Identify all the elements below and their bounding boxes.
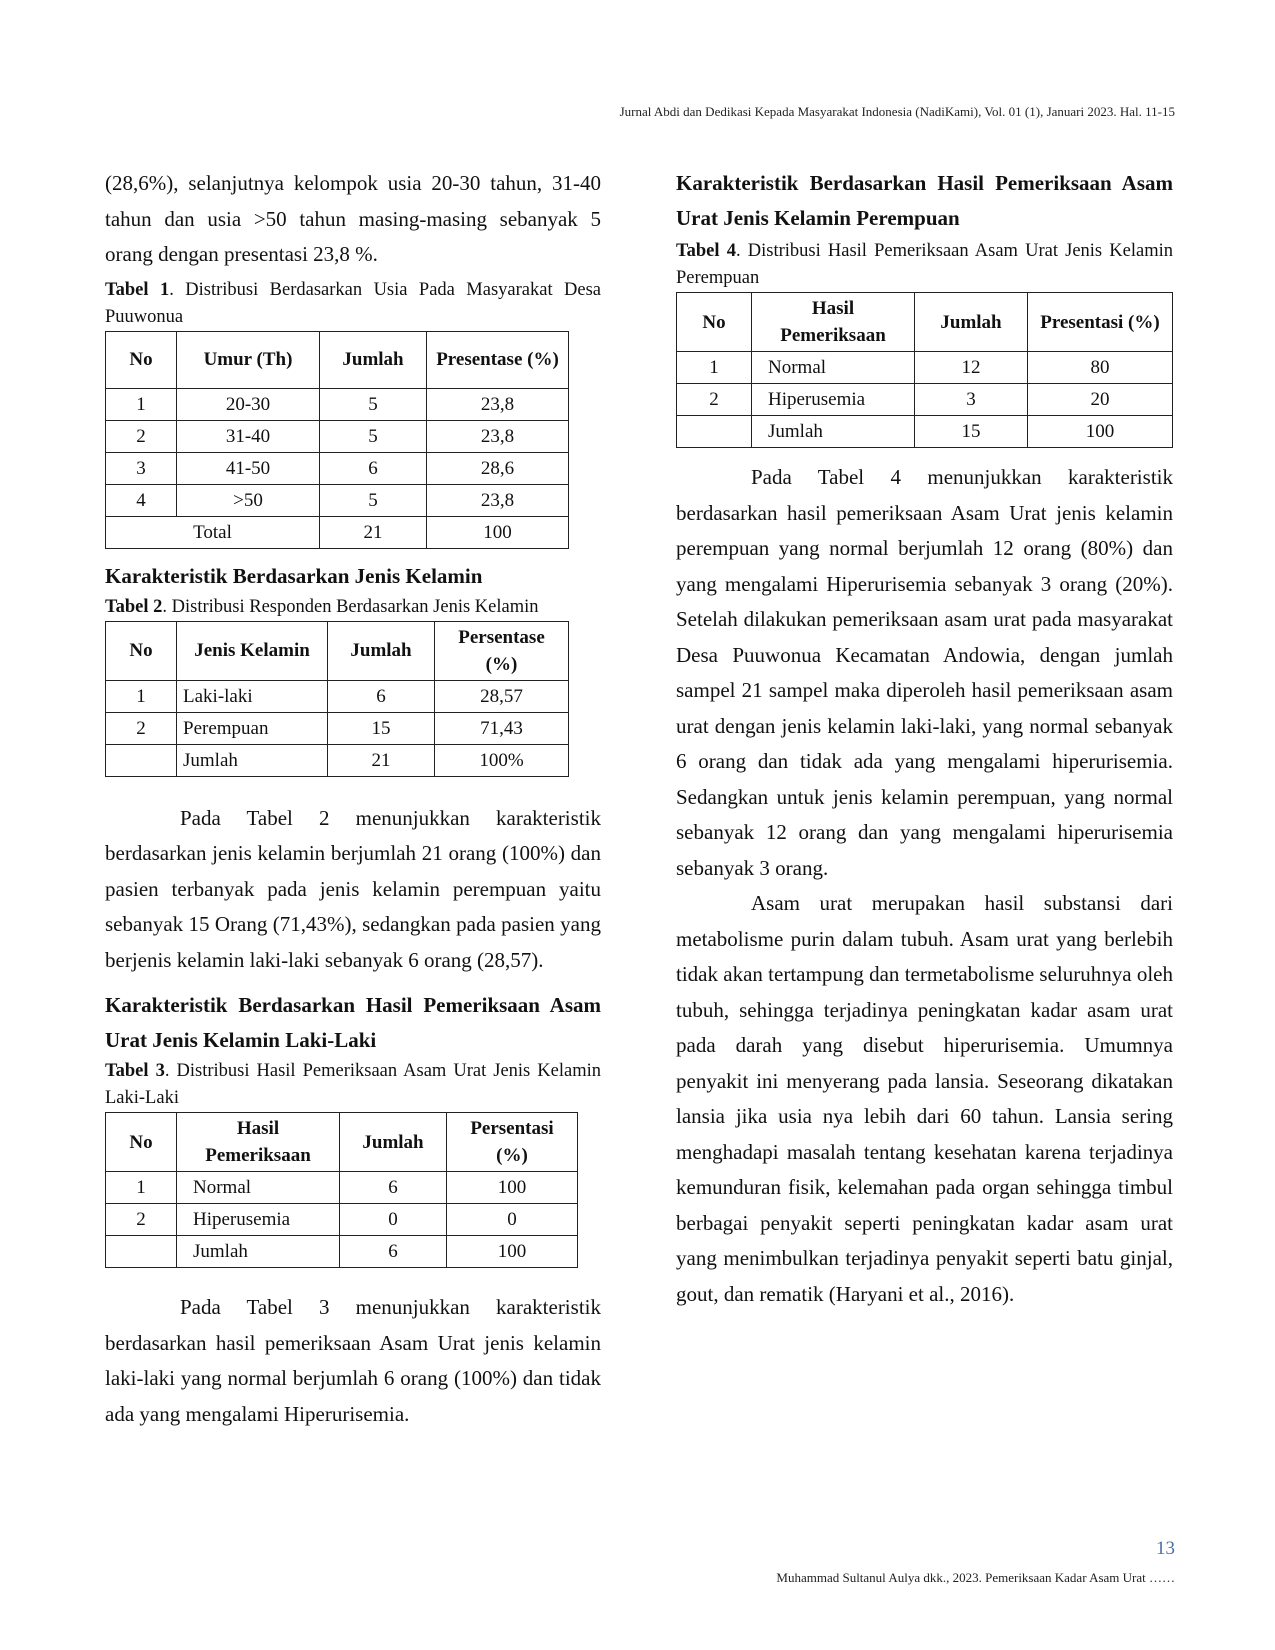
table-total-row xyxy=(106,516,569,548)
table-cell: Jumlah xyxy=(177,1236,340,1268)
paragraph-table-2: Pada Tabel 2 menunjukkan karakteristik berdasarkan jenis kelamin berjumlah 21 orang (100%) dan pasien terbanyak pada jenis kelamin perempuan yaitu sebanyak 15 Orang (71,43%), sedangkan pada pasien yang berjenis kelamin laki-laki sebanyak 6 orang (28,57). xyxy=(105,805,601,972)
table-cell: 21 xyxy=(320,516,427,548)
table-cell: 1 xyxy=(106,388,177,420)
table-cell: Normal xyxy=(752,352,915,384)
table-cell: 3 xyxy=(915,384,1028,416)
table-cell: Normal xyxy=(177,1172,340,1204)
table-cell: 2 xyxy=(106,420,177,452)
table-cell: 23,8 xyxy=(427,388,569,420)
table-cell: 100 xyxy=(427,516,569,548)
table-cell: 80 xyxy=(1028,352,1173,384)
table-cell: >50 xyxy=(177,484,320,516)
table-1-header: Umur (Th) xyxy=(177,331,320,388)
table-cell: 1 xyxy=(106,680,177,712)
table-row xyxy=(106,712,569,744)
table-cell: 5 xyxy=(320,420,427,452)
table-cell: Perempuan xyxy=(177,712,328,744)
table-row xyxy=(106,744,569,776)
table-cell: 1 xyxy=(677,352,752,384)
running-footer: Muhammad Sultanul Aulya dkk., 2023. Pemeriksaan Kadar Asam Urat …… xyxy=(776,1570,1175,1585)
table-cell: 0 xyxy=(340,1204,447,1236)
table-cell: 1 xyxy=(106,1172,177,1204)
table-row xyxy=(106,388,569,420)
table-cell: Hiperusemia xyxy=(752,384,915,416)
table-cell: 23,8 xyxy=(427,420,569,452)
table-cell: 100 xyxy=(447,1172,578,1204)
table-cell: 3 xyxy=(106,452,177,484)
table-3-label: Tabel 3 xyxy=(105,1061,165,1081)
table-cell: 5 xyxy=(320,484,427,516)
table-cell: 6 xyxy=(340,1236,447,1268)
table-3-header: No xyxy=(106,1113,177,1172)
paragraph-table-3: Pada Tabel 3 menunjukkan karakteristik berdasarkan hasil pemeriksaan Asam Urat jenis kelamin laki-laki yang normal berjumlah 6 orang (100%) dan tidak ada yang mengalami Hiperurisemia. xyxy=(105,1295,601,1426)
table-1-label: Tabel 1 xyxy=(105,279,170,300)
left-column xyxy=(105,166,601,1432)
paragraph-asam-urat: Asam urat merupakan hasil substansi dari metabolisme purin dalam tubuh. Asam urat yang berlebih tidak akan tertampung dan termetabolisme seluruhnya oleh tubuh, sehingga terjadinya peningkatan kadar asam urat pada darah yang disebut hiperurisemia. Umumnya penyakit ini menyerang pada lansia. Seseorang dikatakan lansia jika usia nya lebih dari 60 tahun. Lansia sering menghadapi masalah tentang kesehatan karena terjadinya kemunduran fisik, kelemahan pada organ sehingga timbul berbagai penyakit seperti peningkatan kadar asam urat yang menimbulkan terjadinya penyakit seperti batu ginjal, gout, dan rematik (Haryani et al., 2016). xyxy=(676,891,1173,1306)
table-2 xyxy=(105,621,569,777)
table-row xyxy=(106,680,569,712)
table-4-header: No xyxy=(677,293,752,352)
table-cell: 20-30 xyxy=(177,388,320,420)
table-3-header: Hasil Pemeriksaan xyxy=(177,1113,340,1172)
table-3-header: Persentasi (%) xyxy=(447,1113,578,1172)
table-row xyxy=(677,384,1173,416)
table-cell: 41-50 xyxy=(177,452,320,484)
table-cell xyxy=(106,1236,177,1268)
table-cell: 2 xyxy=(106,712,177,744)
table-3 xyxy=(105,1112,578,1268)
table-cell: 6 xyxy=(328,680,435,712)
table-cell: 100 xyxy=(447,1236,578,1268)
table-1 xyxy=(105,331,569,549)
table-cell: 4 xyxy=(106,484,177,516)
table-2-header: Jenis Kelamin xyxy=(177,621,328,680)
table-cell xyxy=(677,416,752,448)
section-heading: Karakteristik Berdasarkan Jenis Kelamin xyxy=(105,563,483,588)
table-cell xyxy=(106,744,177,776)
table-3-caption xyxy=(105,1058,601,1112)
table-cell: 23,8 xyxy=(427,484,569,516)
table-cell: 71,43 xyxy=(435,712,569,744)
table-cell: Total xyxy=(106,516,320,548)
table-1-caption xyxy=(105,277,601,331)
intro-paragraph: (28,6%), selanjutnya kelompok usia 20-30 tahun, 31-40 tahun dan usia >50 tahun masing-masing sebanyak 5 orang dengan presentasi 23,8 %. xyxy=(105,171,601,266)
table-4-header: Jumlah xyxy=(915,293,1028,352)
table-4-header: Presentasi (%) xyxy=(1028,293,1173,352)
page-number: 13 xyxy=(1156,1538,1175,1559)
table-1-header: Jumlah xyxy=(320,331,427,388)
table-2-caption xyxy=(105,594,601,621)
table-4-header: Hasil Pemeriksaan xyxy=(752,293,915,352)
table-cell: 12 xyxy=(915,352,1028,384)
table-cell: 28,57 xyxy=(435,680,569,712)
section-heading: Karakteristik Berdasarkan Hasil Pemeriksaan Asam Urat Jenis Kelamin Laki-Laki xyxy=(105,993,601,1052)
table-cell: 2 xyxy=(677,384,752,416)
table-cell: Jumlah xyxy=(177,744,328,776)
table-cell: 28,6 xyxy=(427,452,569,484)
table-cell: 6 xyxy=(320,452,427,484)
table-row xyxy=(106,420,569,452)
table-4-label: Tabel 4 xyxy=(676,241,736,261)
table-cell: Jumlah xyxy=(752,416,915,448)
table-cell: 21 xyxy=(328,744,435,776)
table-row xyxy=(106,1236,578,1268)
table-cell: 2 xyxy=(106,1204,177,1236)
table-1-header: Presentase (%) xyxy=(427,331,569,388)
right-column xyxy=(676,166,1173,1312)
table-cell: 31-40 xyxy=(177,420,320,452)
table-cell: 6 xyxy=(340,1172,447,1204)
section-heading: Karakteristik Berdasarkan Hasil Pemeriksaan Asam Urat Jenis Kelamin Perempuan xyxy=(676,171,1173,230)
table-cell: 100 xyxy=(1028,416,1173,448)
table-1-header: No xyxy=(106,331,177,388)
table-cell: Laki-laki xyxy=(177,680,328,712)
table-1-caption-text: . Distribusi Berdasarkan Usia Pada Masyarakat Desa Puuwonua xyxy=(105,279,601,327)
table-cell: 15 xyxy=(915,416,1028,448)
table-cell: 20 xyxy=(1028,384,1173,416)
table-3-caption-text: . Distribusi Hasil Pemeriksaan Asam Urat Jenis Kelamin Laki-Laki xyxy=(105,1061,601,1108)
table-cell: 5 xyxy=(320,388,427,420)
table-cell: 15 xyxy=(328,712,435,744)
table-4-caption xyxy=(676,238,1173,292)
table-2-header: Jumlah xyxy=(328,621,435,680)
table-2-header: No xyxy=(106,621,177,680)
table-3-header: Jumlah xyxy=(340,1113,447,1172)
running-header: Jurnal Abdi dan Dedikasi Kepada Masyarakat Indonesia (NadiKami), Vol. 01 (1), Januari 2023. Hal. 11-15 xyxy=(619,104,1175,119)
table-row xyxy=(106,484,569,516)
table-2-label: Tabel 2 xyxy=(105,596,163,617)
table-cell: 100% xyxy=(435,744,569,776)
table-4 xyxy=(676,292,1173,448)
table-2-header: Persentase (%) xyxy=(435,621,569,680)
table-4-caption-text: . Distribusi Hasil Pemeriksaan Asam Urat Jenis Kelamin Perempuan xyxy=(676,241,1173,288)
table-row xyxy=(677,416,1173,448)
table-row xyxy=(106,1172,578,1204)
table-2-caption-text: . Distribusi Responden Berdasarkan Jenis Kelamin xyxy=(162,596,539,617)
table-row xyxy=(106,452,569,484)
table-row xyxy=(106,1204,578,1236)
table-cell: Hiperusemia xyxy=(177,1204,340,1236)
paragraph-table-4: Pada Tabel 4 menunjukkan karakteristik berdasarkan hasil pemeriksaan Asam Urat jenis kelamin perempuan yang normal berjumlah 12 orang (80%) dan yang mengalami Hiperurisemia sebanyak 3 orang (20%). Setelah dilakukan pemeriksaan asam urat pada masyarakat Desa Puuwonua Kecamatan Andowia, dengan jumlah sampel 21 sampel maka diperoleh hasil pemeriksaan asam urat dengan jenis kelamin laki-laki, yang normal sebanyak 6 orang dan tidak ada yang mengalami hiperurisemia. Sedangkan untuk jenis kelamin perempuan, yang normal sebanyak 12 orang dan yang mengalami hiperurisemia sebanyak 3 orang. xyxy=(676,465,1173,880)
table-row xyxy=(677,352,1173,384)
table-cell: 0 xyxy=(447,1204,578,1236)
